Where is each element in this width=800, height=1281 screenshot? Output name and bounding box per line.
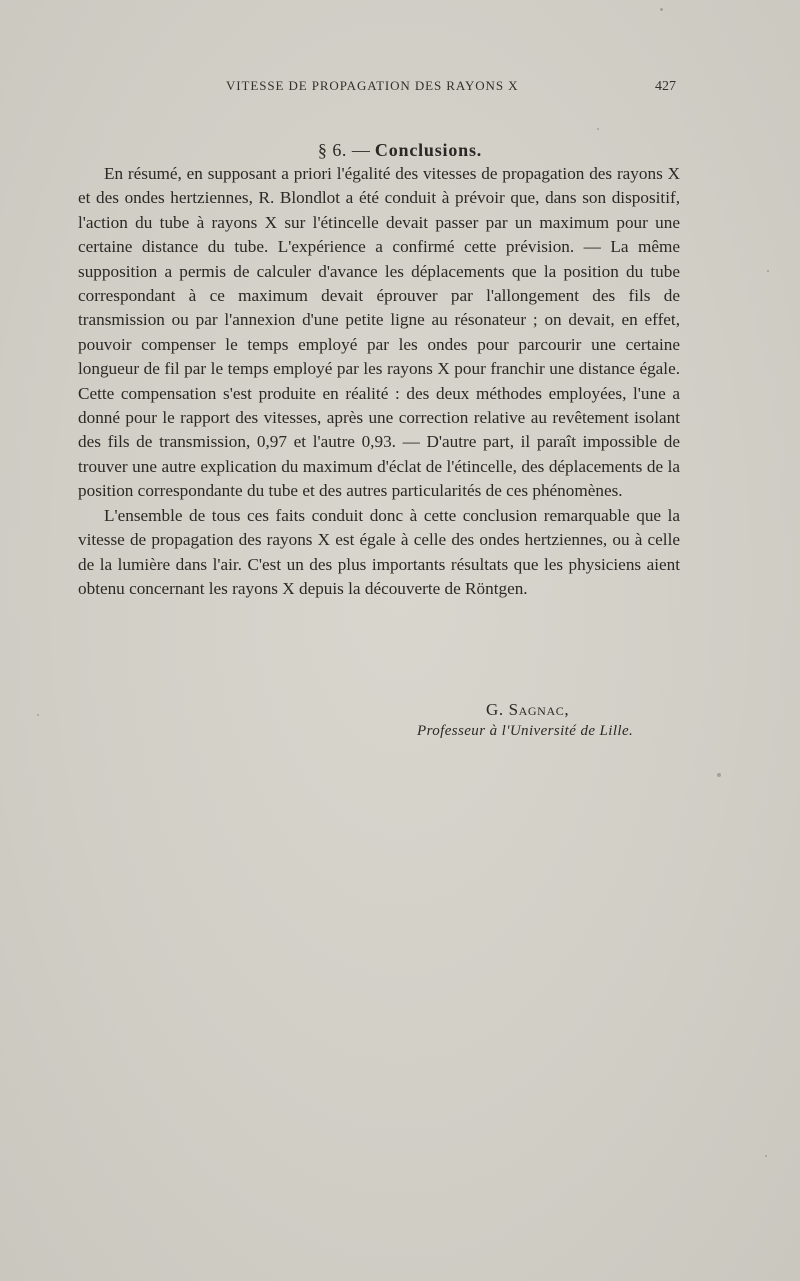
paper-speck xyxy=(765,1155,767,1157)
author-affiliation: Professeur à l'Université de Lille. xyxy=(417,723,634,739)
author-initial: G. xyxy=(486,700,504,719)
paper-speck xyxy=(37,714,39,716)
paragraph-conclusion: L'ensemble de tous ces faits conduit donc à cette conclusion remarquable que la vitesse de propagation des rayons X est égale à celle des ondes hertziennes, ou à celle de la lumière dans l'air. C'est un des plus importants résultats que les physiciens aient obtenu concernant les rayons X depuis la découverte de Röntgen. xyxy=(78,505,680,598)
running-title: VITESSE DE PROPAGATION DES RAYONS X xyxy=(226,78,519,93)
author-name xyxy=(486,700,569,720)
paper-speck xyxy=(597,128,599,130)
running-header xyxy=(0,78,800,98)
section-heading xyxy=(0,140,800,161)
page-number: 427 xyxy=(655,79,676,94)
paper-speck xyxy=(660,8,663,11)
author-surname: Sagnac, xyxy=(508,700,570,719)
paper-speck xyxy=(767,270,769,272)
paragraph-summary: En résumé, en supposant a priori l'égalité des vitesses de propagation des rayons X et des ondes hertziennes, R. Blondlot a été conduit à prévoir que, dans son dispositif, l'action du tube à rayons X sur l'étincelle devait passer par un maximum pour une certaine distance du tube. L'expérience a confirmé cette prévision. — La même supposition a permis de calculer d'avance les déplacements que la position du tube correspondant à ce maximum devait éprouver par l'allongement des fils de transmission ou par l'annexion d'une petite ligne au résonateur ; on devait, en effet, pouvoir compenser le temps employé par les ondes pour parcourir une certaine longueur de fil par le temps employé par les rayons X pour franchir une distance égale. Cette compensation s'est produite en réalité : des deux méthodes employées, l'une a donné pour le rapport des vitesses, après une correction relative au revêtement isolant des fils de transmission, 0,97 et l'autre 0,93. — D'autre part, il paraît impossible de trouver une autre explication du maximum d'éclat de l'étincelle, des déplacements de la position correspondante du tube et des autres particularités de ces phénomènes. xyxy=(78,164,680,501)
section-title: Conclusions. xyxy=(374,140,483,160)
body-text xyxy=(78,162,680,601)
paper-speck xyxy=(717,773,721,777)
section-number: § 6. — xyxy=(317,140,371,160)
